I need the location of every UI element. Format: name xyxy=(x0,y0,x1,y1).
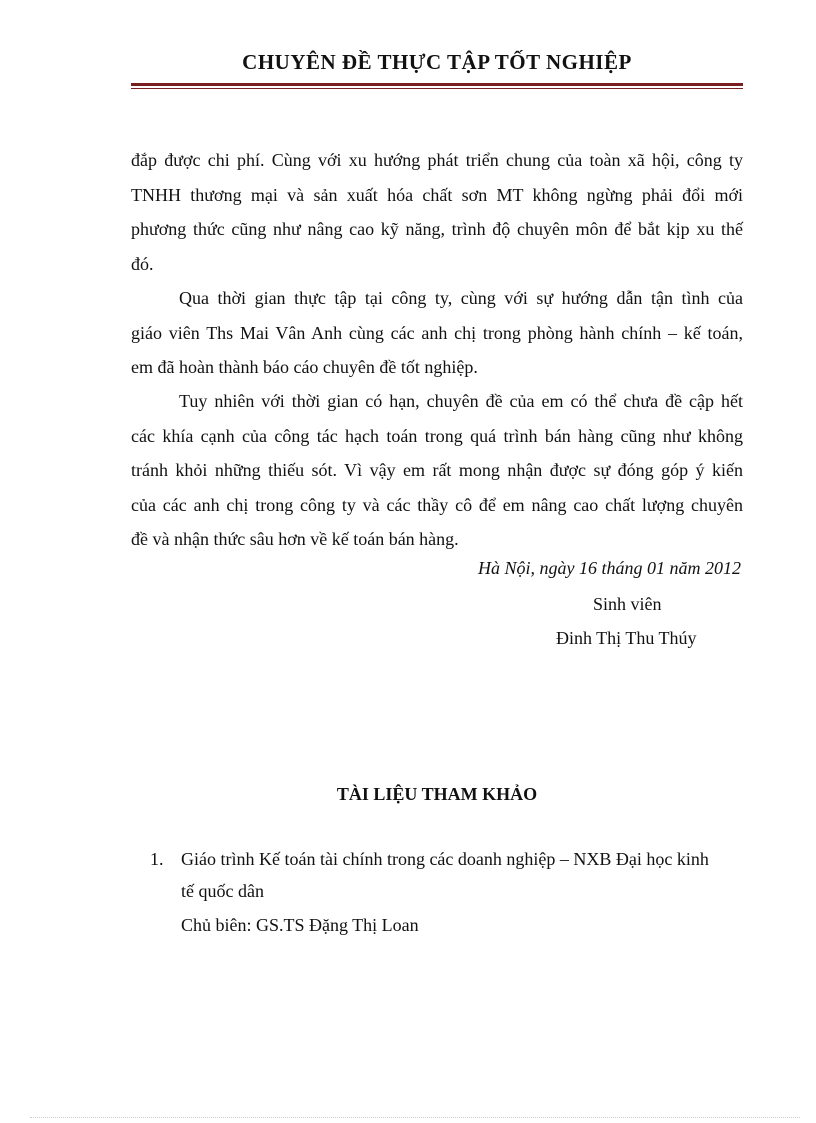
page-bottom-rule xyxy=(30,1117,800,1118)
reference-number: 1. xyxy=(150,849,164,869)
page-header-title: CHUYÊN ĐỀ THỰC TẬP TỐT NGHIỆP xyxy=(242,50,632,74)
paragraph-line: em đã hoàn thành báo cáo chuyên đề tốt nghiệp. xyxy=(131,357,478,377)
paragraph-line: giáo viên Ths Mai Vân Anh cùng các anh chị trong phòng hành chính – kế toán, xyxy=(131,322,743,343)
paragraph-line: đề và nhận thức sâu hơn về kế toán bán hàng. xyxy=(131,529,459,549)
paragraph-line: Qua thời gian thực tập tại công ty, cùng với sự hướng dẫn tận tình của xyxy=(179,288,743,308)
paragraph-line: Tuy nhiên với thời gian có hạn, chuyên đề của em có thể chưa đề cập hết xyxy=(179,391,743,411)
paragraph-3 xyxy=(131,384,743,557)
paragraph-line: các khía cạnh của công tác hạch toán trong quá trình bán hàng cũng như không xyxy=(131,425,743,446)
signature-date: Hà Nội, ngày 16 tháng 01 năm 2012 xyxy=(478,558,741,578)
signature-name: Đinh Thị Thu Thúy xyxy=(556,628,697,648)
paragraph-line: của các anh chị trong công ty và các thầy cô để em nâng cao chất lượng chuyên xyxy=(131,494,743,515)
reference-line: Chủ biên: GS.TS Đặng Thị Loan xyxy=(181,915,419,935)
paragraph-line: TNHH thương mại và sản xuất hóa chất sơn MT không ngừng phải đổi mới xyxy=(131,184,743,205)
references-title: TÀI LIỆU THAM KHẢO xyxy=(336,784,538,804)
reference-line: Giáo trình Kế toán tài chính trong các doanh nghiệp – NXB Đại học kinh xyxy=(181,849,709,869)
paragraph-line: đắp được chi phí. Cùng với xu hướng phát triển chung của toàn xã hội, công ty xyxy=(131,150,743,170)
paragraph-2 xyxy=(131,281,743,385)
paragraph-line: tránh khỏi những thiếu sót. Vì vậy em rất mong nhận được sự đóng góp ý kiến xyxy=(131,460,743,480)
header-rule xyxy=(131,83,743,90)
paragraph-line: đó. xyxy=(131,253,154,274)
signature-role: Sinh viên xyxy=(593,594,662,614)
reference-line: tế quốc dân xyxy=(181,881,264,901)
paragraph-line: phương thức cũng như nâng cao kỹ năng, trình độ chuyên môn để bắt kịp xu thế xyxy=(131,219,743,239)
paragraph-1 xyxy=(131,143,743,281)
